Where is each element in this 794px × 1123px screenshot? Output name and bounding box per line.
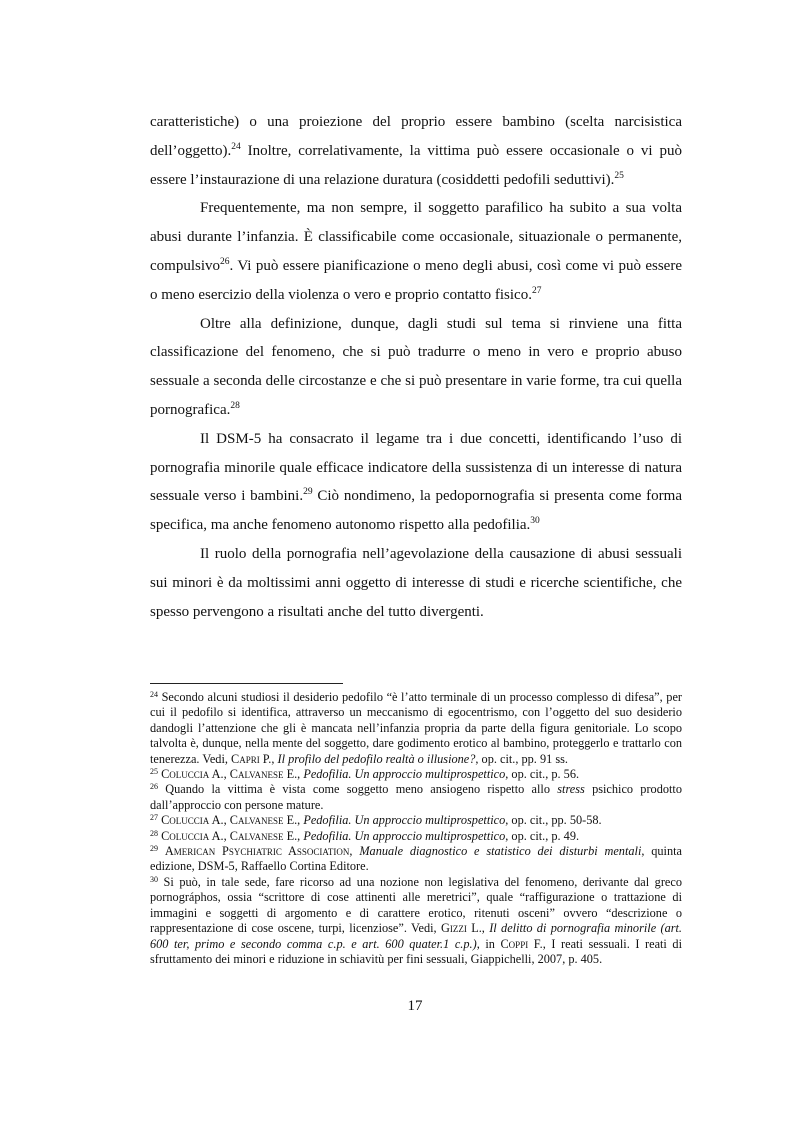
paragraph-text: Frequentemente, ma non sempre, il soggetto parafilico ha subito a sua volta abusi durante l’infanzia. È classificabile come occasionale, situazionale o permanente, compulsivo: [150, 200, 682, 274]
footnote-ref-27[interactable]: 27: [531, 285, 542, 296]
footnote-author: American Psychiatric Association: [164, 844, 350, 859]
footnote-separator-text: ,: [297, 767, 304, 782]
footnote-separator-text: ,: [297, 813, 304, 828]
footnote-text: , quinta edizione, DSM-5, Raffaello Cortina Editore.: [150, 844, 682, 874]
footnote-number: 26: [150, 782, 158, 792]
footnote-author: Capri P.: [231, 751, 272, 766]
footnote-text: , in: [476, 936, 501, 951]
footnotes: [150, 690, 682, 967]
footnote-author: Coluccia A., Calvanese E.: [161, 767, 298, 782]
footnote-ref-26[interactable]: 26: [220, 256, 230, 267]
footnote-text: Secondo alcuni studiosi il desiderio pedofilo “è l’atto terminale di un processo complesso di difesa”, per cui il pedofilo si identifica, attraverso un meccanismo di egocentrismo, con l’oggetto del suo desiderio dandogli l’attenzione che gli è mancata nell’infanzia propria da parte della figura genitoriale. Lo scopo talvolta è, dunque, nella mente del soggetto, dare godimento erotico al bambino, proteggerlo e trattarlo con tenerezza. Vedi,: [150, 690, 682, 766]
footnote-number: 27: [150, 813, 158, 823]
paragraph-text: Inoltre, correlativamente, la vittima può essere occasionale o vi può essere l’instaurazione di una relazione duratura (cosiddetti pedofili seduttivi).: [150, 142, 682, 188]
footnote-text: Quando la vittima è vista come soggetto meno ansiogeno rispetto allo: [158, 782, 558, 797]
paragraph-1: [150, 108, 682, 194]
paragraph-text: Ciò nondimeno, la pedopornografia si presenta come forma specifica, ma anche fenomeno autonomo rispetto alla pedofilia.: [150, 488, 682, 534]
footnote-25: [150, 767, 682, 782]
page-number: 17: [407, 998, 423, 1014]
footnote-ref-29[interactable]: 29: [303, 487, 313, 498]
footnote-author: Coppi F.: [500, 936, 543, 951]
footnote-ref-28[interactable]: 28: [230, 400, 240, 411]
footnote-26: [150, 782, 682, 813]
footnote-number: 25: [150, 767, 158, 777]
paragraph-text: caratteristiche) o una proiezione del proprio essere bambino (scelta narcisistica dell’oggetto).: [150, 114, 682, 159]
footnote-30: [150, 875, 682, 967]
footnote-author: Coluccia A., Calvanese E.: [161, 828, 298, 843]
footnote-title: Pedofilia. Un approccio multiprospettico: [303, 813, 506, 828]
footnote-separator-text: ,: [349, 844, 360, 859]
footnote-title: Pedofilia. Un approccio multiprospettico: [303, 828, 506, 843]
footnote-title: Il profilo del pedofilo realtà o illusione?: [277, 751, 476, 766]
footnote-text: , op. cit., p. 56.: [505, 767, 580, 782]
footnote-text: , op. cit., pp. 91 ss.: [475, 751, 568, 766]
paragraph-text: Oltre alla definizione, dunque, dagli studi sul tema si rinviene una fitta classificazione del fenomeno, che si può tradurre o meno in vero e proprio abuso sessuale a seconda delle circostanze e che si può presentare in varie forme, tra cui quella pornografica.: [150, 315, 682, 418]
footnote-separator-text: ,: [271, 751, 278, 766]
footnote-24: [150, 690, 682, 767]
footnote-29: [150, 844, 682, 875]
footnote-separator-text: ,: [481, 921, 490, 936]
footnote-text: psichico prodotto dall’approccio con persone mature.: [150, 782, 682, 812]
paragraph-text: . Vi può essere pianificazione o meno degli abusi, così come vi può essere o meno esercizio della violenza o vero e proprio contatto fisico.: [150, 257, 682, 303]
footnote-separator: [150, 683, 343, 684]
paragraph-5: [150, 540, 682, 626]
footnote-title: Manuale diagnostico e statistico dei disturbi mentali: [359, 844, 642, 859]
footnote-number: 28: [150, 828, 158, 838]
footnote-text: , I reati sessuali. I reati di sfruttamento dei minori e riduzione in schiavitù per fini sessuali, Giappichelli, 2007, p. 405.: [150, 936, 682, 966]
paragraph-text: Il DSM-5 ha consacrato il legame tra i due concetti, identificando l’uso di pornografia minorile quale efficace indicatore della sussistenza di un interesse di natura sessuale verso i bambini.: [150, 430, 682, 505]
paragraph-4: [150, 425, 682, 540]
footnote-ref-24[interactable]: 24: [231, 141, 241, 152]
footnote-separator-text: ,: [297, 828, 304, 843]
footnote-text: , op. cit., p. 49.: [505, 828, 580, 843]
footnote-27: [150, 813, 682, 828]
footnote-28: [150, 829, 682, 844]
paragraph-2: [150, 194, 682, 309]
footnote-number: 30: [150, 874, 158, 884]
paragraph-text: Il ruolo della pornografia nell’agevolazione della causazione di abusi sessuali sui minori è da moltissimi anni oggetto di interesse di studi e ricerche scientifiche, che spesso pervengono a risultati anche del tutto divergenti.: [150, 545, 682, 620]
footnote-number: 29: [150, 844, 158, 854]
footnote-text: , op. cit., pp. 50-58.: [505, 813, 602, 828]
paragraph-3: [150, 310, 682, 425]
footnote-ref-25[interactable]: 25: [614, 170, 624, 181]
footnote-title: Il delitto di pornografia minorile (art. 600 ter, primo e secondo comma c.p. e art. 600 quater.1 c.p.): [150, 921, 683, 951]
footnote-number: 24: [150, 690, 158, 699]
body-text: [150, 108, 682, 626]
footnote-title: Pedofilia. Un approccio multiprospettico: [303, 767, 506, 782]
footnote-text: Si può, in tale sede, fare ricorso ad una nozione non legislativa del fenomeno, derivante dal greco pornográphos, ossia “scrittore di cose attinenti alle meretrici”, quale “raffigurazione o trattazione di immagini e soggetti di argomento e di carattere erotico, ritenuti osceni” ovvero “descrizione o rappresentazione di cose oscene, turpi, licenziose”. Vedi,: [150, 874, 682, 936]
footnote-ref-30[interactable]: 30: [530, 516, 540, 527]
footnote-author: Coluccia A., Calvanese E.: [161, 813, 298, 828]
footnote-emphasis: stress: [557, 782, 585, 797]
footnote-author: Gizzi L.: [440, 921, 482, 936]
